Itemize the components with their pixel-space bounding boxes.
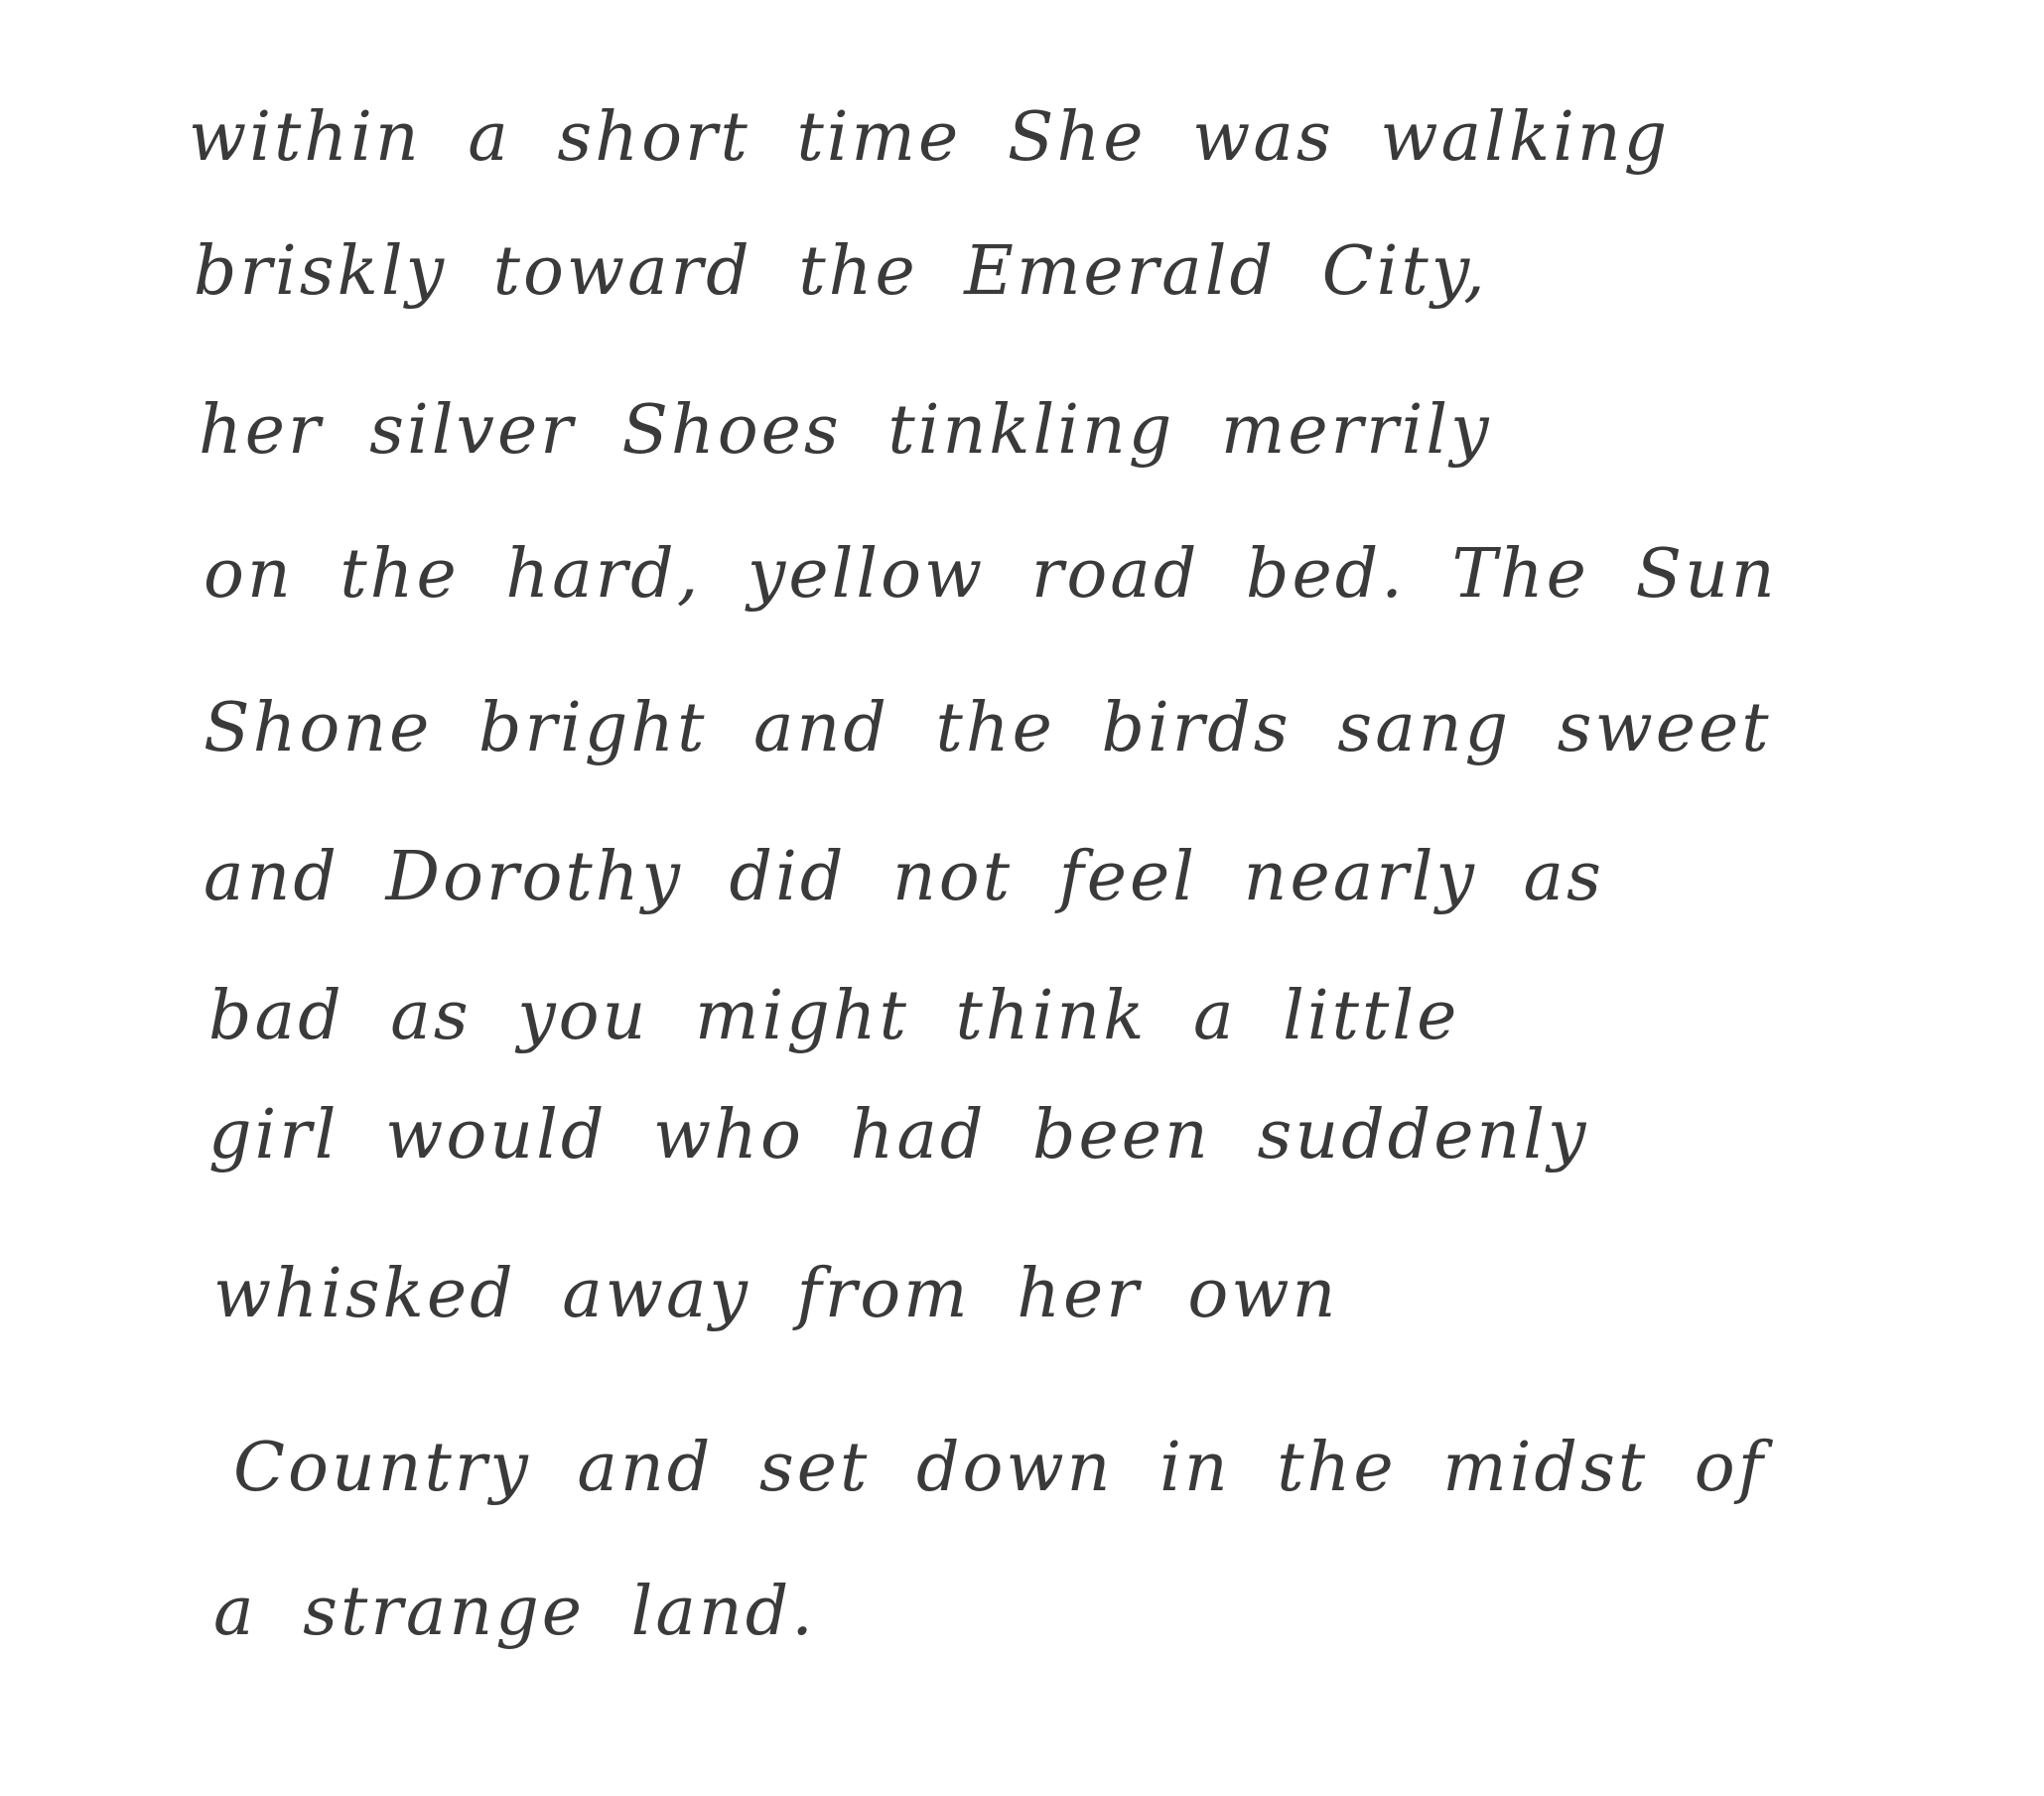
text-line-4: on the hard, yellow road bed. The Sun: [204, 535, 1778, 614]
text-line-10: Country and set down in the midst of: [233, 1429, 1766, 1507]
text-line-3: her silver Shoes tinkling merrily: [199, 391, 1492, 470]
text-line-11: a strange land.: [213, 1573, 816, 1651]
text-line-6: and Dorothy did not feel nearly as: [204, 838, 1604, 916]
text-line-9: whisked away from her own: [213, 1255, 1339, 1333]
text-line-1: within a short time She was walking: [189, 98, 1671, 177]
text-line-2: briskly toward the Emerald City,: [194, 232, 1488, 311]
text-line-8: girl would who had been suddenly: [208, 1096, 1589, 1174]
text-line-7: bad as you might think a little: [208, 977, 1460, 1055]
text-line-5: Shone bright and the birds sang sweet: [204, 689, 1772, 767]
